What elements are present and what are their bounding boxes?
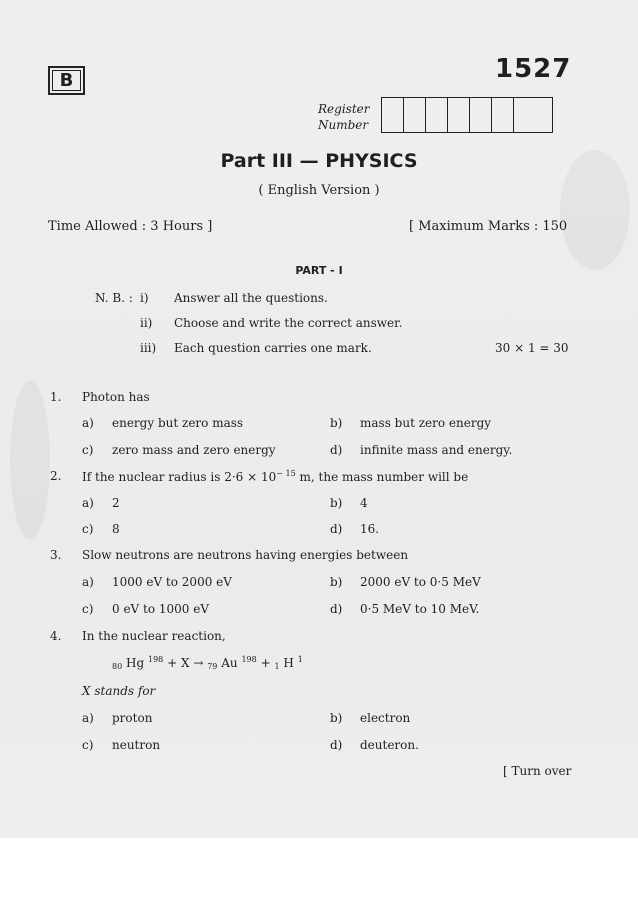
question-number: 4.: [50, 629, 62, 643]
option-text[interactable]: zero mass and zero energy: [112, 443, 276, 457]
option-text[interactable]: deuteron.: [360, 738, 419, 752]
question-text: In the nuclear reaction,: [82, 629, 226, 643]
option-text[interactable]: mass but zero energy: [360, 416, 492, 430]
option-text[interactable]: neutron: [112, 738, 161, 752]
register-label-line1: Register: [318, 102, 370, 116]
option-text[interactable]: 2000 eV to 0·5 MeV: [360, 575, 481, 589]
option-label[interactable]: c): [82, 522, 94, 536]
option-label[interactable]: b): [330, 711, 343, 725]
paper-title: Part III — PHYSICS: [220, 150, 418, 172]
page-smudge: [10, 380, 50, 540]
paper-code: 1527: [495, 54, 572, 84]
question-text: Photon has: [82, 390, 150, 404]
option-text[interactable]: 16.: [360, 522, 380, 536]
option-text[interactable]: energy but zero mass: [112, 416, 244, 430]
nb-item-text: Choose and write the correct answer.: [174, 316, 403, 330]
question-subtext: X stands for: [82, 684, 156, 698]
option-text[interactable]: 2: [112, 496, 120, 510]
question-number: 3.: [50, 548, 62, 562]
option-label[interactable]: a): [82, 416, 94, 430]
option-label[interactable]: a): [82, 575, 94, 589]
register-digit-box[interactable]: [492, 98, 514, 132]
maximum-marks: [ Maximum Marks : 150: [409, 219, 568, 234]
series-box: [48, 66, 85, 95]
register-digit-box[interactable]: [448, 98, 470, 132]
marks-allocation: 30 × 1 = 30: [495, 341, 569, 355]
nb-item-text: Each question carries one mark.: [174, 341, 372, 355]
question-number: 2.: [50, 469, 62, 483]
option-text[interactable]: electron: [360, 711, 411, 725]
option-text[interactable]: 0 eV to 1000 eV: [112, 602, 210, 616]
option-label[interactable]: c): [82, 738, 94, 752]
option-label[interactable]: b): [330, 416, 343, 430]
series-letter: B: [59, 70, 74, 91]
option-text[interactable]: proton: [112, 711, 153, 725]
question-number: 1.: [50, 390, 62, 404]
register-digit-box[interactable]: [514, 98, 552, 132]
register-digit-box[interactable]: [470, 98, 492, 132]
question-text: Slow neutrons are neutrons having energies between: [82, 548, 409, 562]
option-label[interactable]: d): [330, 443, 343, 457]
register-digit-box[interactable]: [426, 98, 448, 132]
turn-over-note: [ Turn over: [503, 764, 572, 778]
option-label[interactable]: d): [330, 738, 343, 752]
option-label[interactable]: c): [82, 602, 94, 616]
nb-label: N. B. :: [95, 291, 133, 305]
option-label[interactable]: d): [330, 602, 343, 616]
option-text[interactable]: 8: [112, 522, 120, 536]
time-allowed: Time Allowed : 3 Hours ]: [48, 219, 213, 234]
option-text[interactable]: 1000 eV to 2000 eV: [112, 575, 232, 589]
register-number-label: [318, 101, 369, 133]
option-label[interactable]: a): [82, 496, 94, 510]
option-text[interactable]: infinite mass and energy.: [360, 443, 513, 457]
nb-item-text: Answer all the questions.: [174, 291, 328, 305]
option-label[interactable]: b): [330, 496, 343, 510]
part-heading: PART - I: [295, 264, 343, 277]
register-label-line2: Number: [318, 118, 369, 132]
paper-version: ( English Version ): [258, 183, 380, 198]
option-label[interactable]: d): [330, 522, 343, 536]
register-number-boxes[interactable]: [381, 97, 553, 133]
option-label[interactable]: a): [82, 711, 94, 725]
option-label[interactable]: c): [82, 443, 94, 457]
nb-item-num: i): [140, 291, 149, 305]
option-text[interactable]: 4: [360, 496, 368, 510]
option-text[interactable]: 0·5 MeV to 10 MeV.: [360, 602, 480, 616]
page-bottom-margin: [0, 838, 638, 901]
register-digit-box[interactable]: [382, 98, 404, 132]
nb-item-num: ii): [140, 316, 153, 330]
nb-item-num: iii): [140, 341, 157, 355]
question-text: If the nuclear radius is $2\cdot 6 \times 10^{- 15}$ m, the mass number will be: [82, 469, 469, 484]
nuclear-equation: $_{80}$ Hg $^{198}$ + X → $_{79}$ Au $^{198}$ + $_1$ H $^1$: [112, 655, 303, 671]
option-label[interactable]: b): [330, 575, 343, 589]
register-digit-box[interactable]: [404, 98, 426, 132]
